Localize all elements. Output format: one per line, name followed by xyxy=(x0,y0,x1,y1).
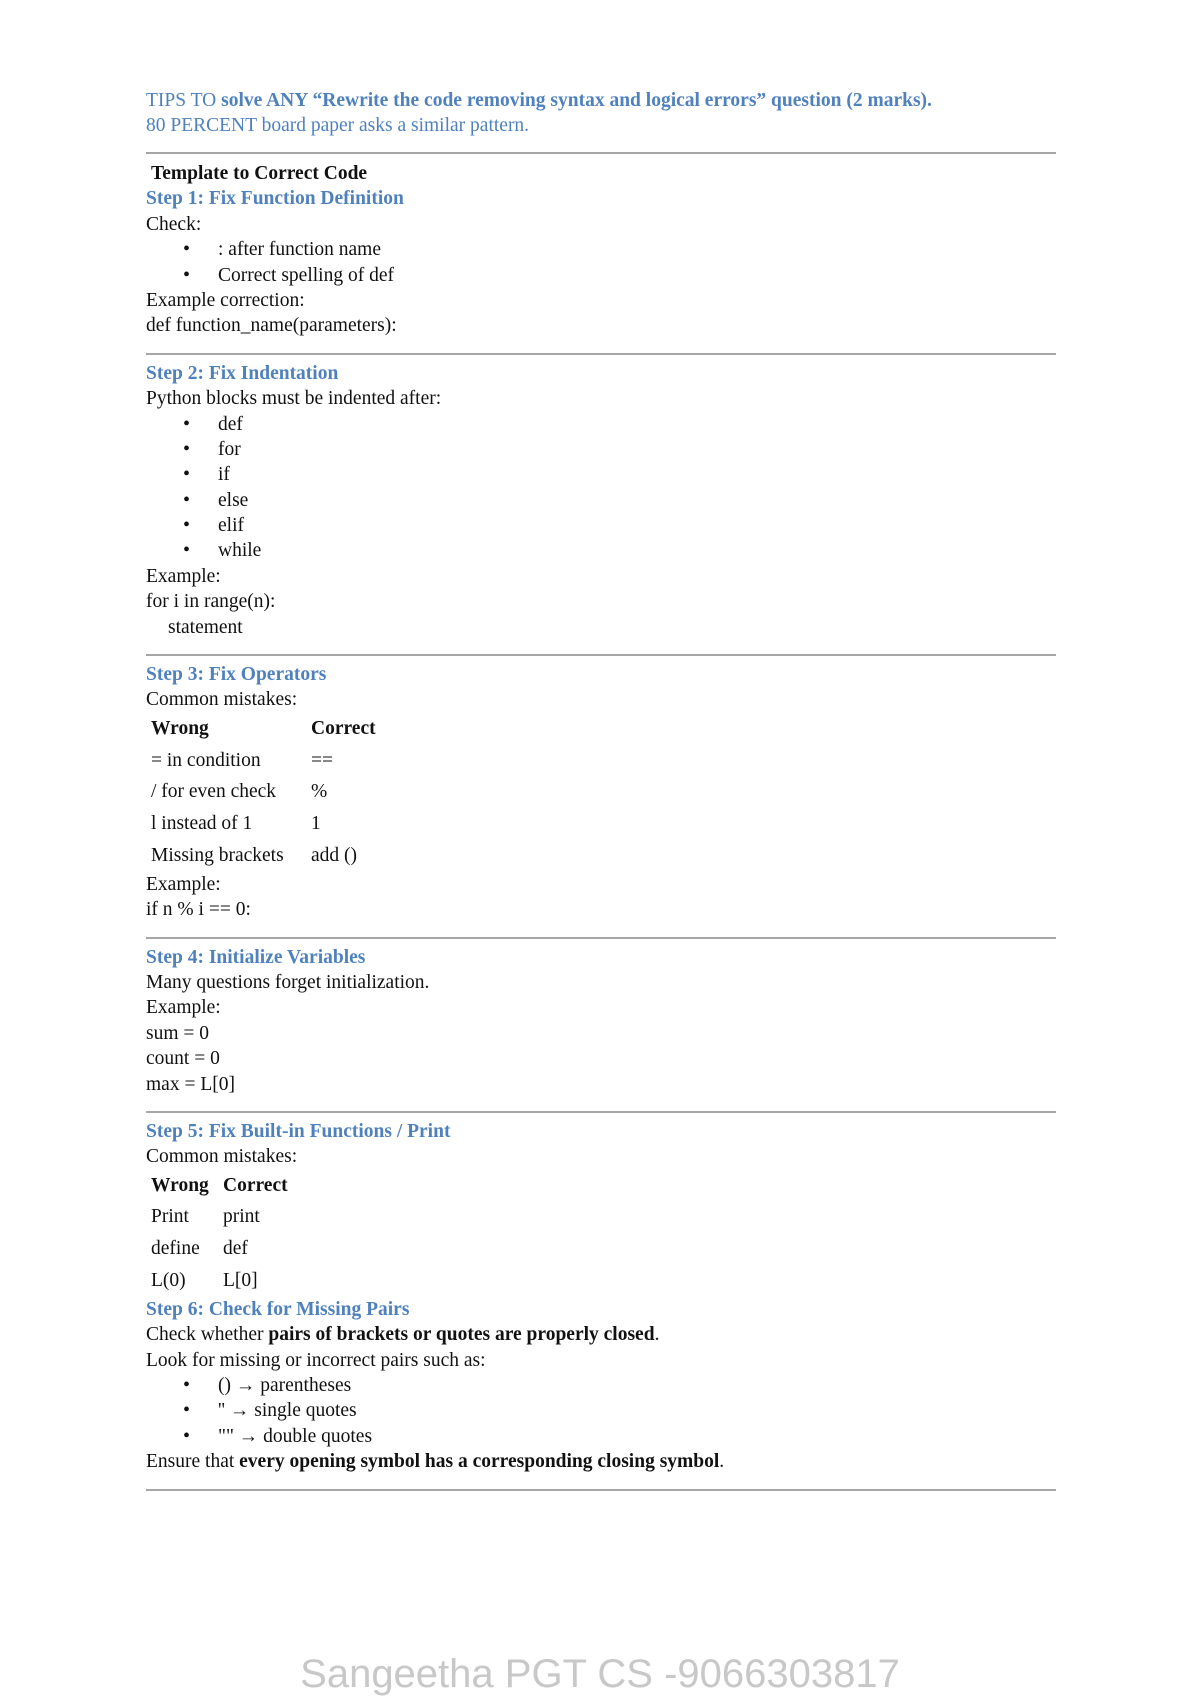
step5-heading: Step 5: Fix Built-in Functions / Print xyxy=(146,1120,451,1142)
step3-heading: Step 3: Fix Operators xyxy=(146,664,327,686)
table-cell: % xyxy=(311,781,328,803)
step1-heading: Step 1: Fix Function Definition xyxy=(146,188,404,210)
table-cell: 1 xyxy=(311,813,321,835)
list-item: • : after function name xyxy=(146,237,1056,262)
column-header-correct: Correct xyxy=(311,717,376,739)
step4-code-line: sum = 0 xyxy=(146,1022,210,1044)
table-cell: add () xyxy=(311,844,358,866)
step2-example-label: Example: xyxy=(146,565,221,587)
intro-question-text: solve ANY “Rewrite the code removing syntax and logical errors” question (2 marks). xyxy=(221,90,932,111)
table-cell: l instead of 1 xyxy=(151,813,253,835)
table-cell: define xyxy=(151,1238,200,1260)
step6-line-3-bold: every opening symbol has a corresponding closing symbol xyxy=(239,1451,720,1473)
step6-bullet-list xyxy=(146,1373,1056,1449)
step2-bullet-list xyxy=(146,412,1056,564)
table-cell: L[0] xyxy=(223,1269,258,1291)
template-title: Template to Correct Code xyxy=(151,163,368,184)
list-item: • for xyxy=(146,437,1056,462)
step4-example-label: Example: xyxy=(146,997,221,1019)
list-item: • def xyxy=(146,412,1056,437)
step4-heading: Step 4: Initialize Variables xyxy=(146,946,366,968)
column-header-correct: Correct xyxy=(223,1174,288,1196)
step5-text: Common mistakes: xyxy=(146,1146,298,1168)
table-row xyxy=(149,1233,290,1265)
step1-check-label: Check: xyxy=(146,213,202,235)
step6-line-1-text: Check whether xyxy=(146,1324,269,1346)
operators-table xyxy=(149,713,378,872)
table-cell: == xyxy=(311,749,333,771)
step2-text: Python blocks must be indented after: xyxy=(146,388,442,410)
list-item: • if xyxy=(146,462,1056,487)
step6-line-1-bold: pairs of brackets or quotes are properly closed xyxy=(268,1324,655,1346)
table-row xyxy=(149,840,378,872)
step3-text: Common mistakes: xyxy=(146,689,298,711)
step6-line-3 xyxy=(146,1449,1056,1474)
intro-tips-text: TIPS TO xyxy=(146,90,222,111)
step4-code-line: count = 0 xyxy=(146,1048,220,1070)
list-item: • '' → single quotes xyxy=(146,1398,1056,1423)
step1-example-code: def function_name(parameters): xyxy=(146,315,397,337)
list-item: • "" → double quotes xyxy=(146,1424,1056,1449)
step6-line-3-end: . xyxy=(719,1451,725,1473)
list-item: • () → parentheses xyxy=(146,1373,1056,1398)
step3-example-code: if n % i == 0: xyxy=(146,899,251,921)
table-row xyxy=(149,808,378,840)
intro-line-2: 80 PERCENT board paper asks a similar pattern. xyxy=(146,115,530,136)
table-row xyxy=(149,1202,290,1234)
step1-bullet-list xyxy=(146,237,1056,288)
document-page xyxy=(146,88,1056,1491)
step6-heading: Step 6: Check for Missing Pairs xyxy=(146,1298,410,1320)
table-row xyxy=(149,1265,290,1297)
column-header-wrong: Wrong xyxy=(151,717,209,739)
table-cell: = in condition xyxy=(151,749,261,771)
table-header-row xyxy=(149,713,378,745)
section-divider xyxy=(146,1489,1056,1491)
step3-example-label: Example: xyxy=(146,873,221,895)
list-item: • elif xyxy=(146,513,1056,538)
step4-text: Many questions forget initialization. xyxy=(146,971,430,993)
step6-line-1-end: . xyxy=(654,1324,660,1346)
step4-code-line: max = L[0] xyxy=(146,1073,235,1095)
column-header-wrong: Wrong xyxy=(151,1174,209,1196)
builtins-table xyxy=(149,1170,290,1297)
intro-line-1 xyxy=(146,88,1056,113)
table-cell: def xyxy=(223,1238,248,1260)
table-cell: Print xyxy=(151,1206,189,1228)
table-header-row xyxy=(149,1170,290,1202)
list-item: • else xyxy=(146,488,1056,513)
step6-line-2: Look for missing or incorrect pairs such as: xyxy=(146,1349,486,1371)
table-cell: Missing brackets xyxy=(151,844,284,866)
step6-line-1 xyxy=(146,1322,1056,1347)
table-cell: L(0) xyxy=(151,1269,186,1291)
table-cell: / for even check xyxy=(151,781,277,803)
list-item: • Correct spelling of def xyxy=(146,263,1056,288)
table-row xyxy=(149,745,378,777)
list-item: • while xyxy=(146,538,1056,563)
step6-line-3-text: Ensure that xyxy=(146,1451,240,1473)
step2-code-line-2: statement xyxy=(168,616,243,638)
table-cell: print xyxy=(223,1206,260,1228)
table-row xyxy=(149,776,378,808)
step1-example-label: Example correction: xyxy=(146,289,305,311)
step2-code-line-1: for i in range(n): xyxy=(146,591,276,613)
step2-heading: Step 2: Fix Indentation xyxy=(146,362,339,384)
footer-watermark: Sangeetha PGT CS -9066303817 xyxy=(300,1652,900,1696)
